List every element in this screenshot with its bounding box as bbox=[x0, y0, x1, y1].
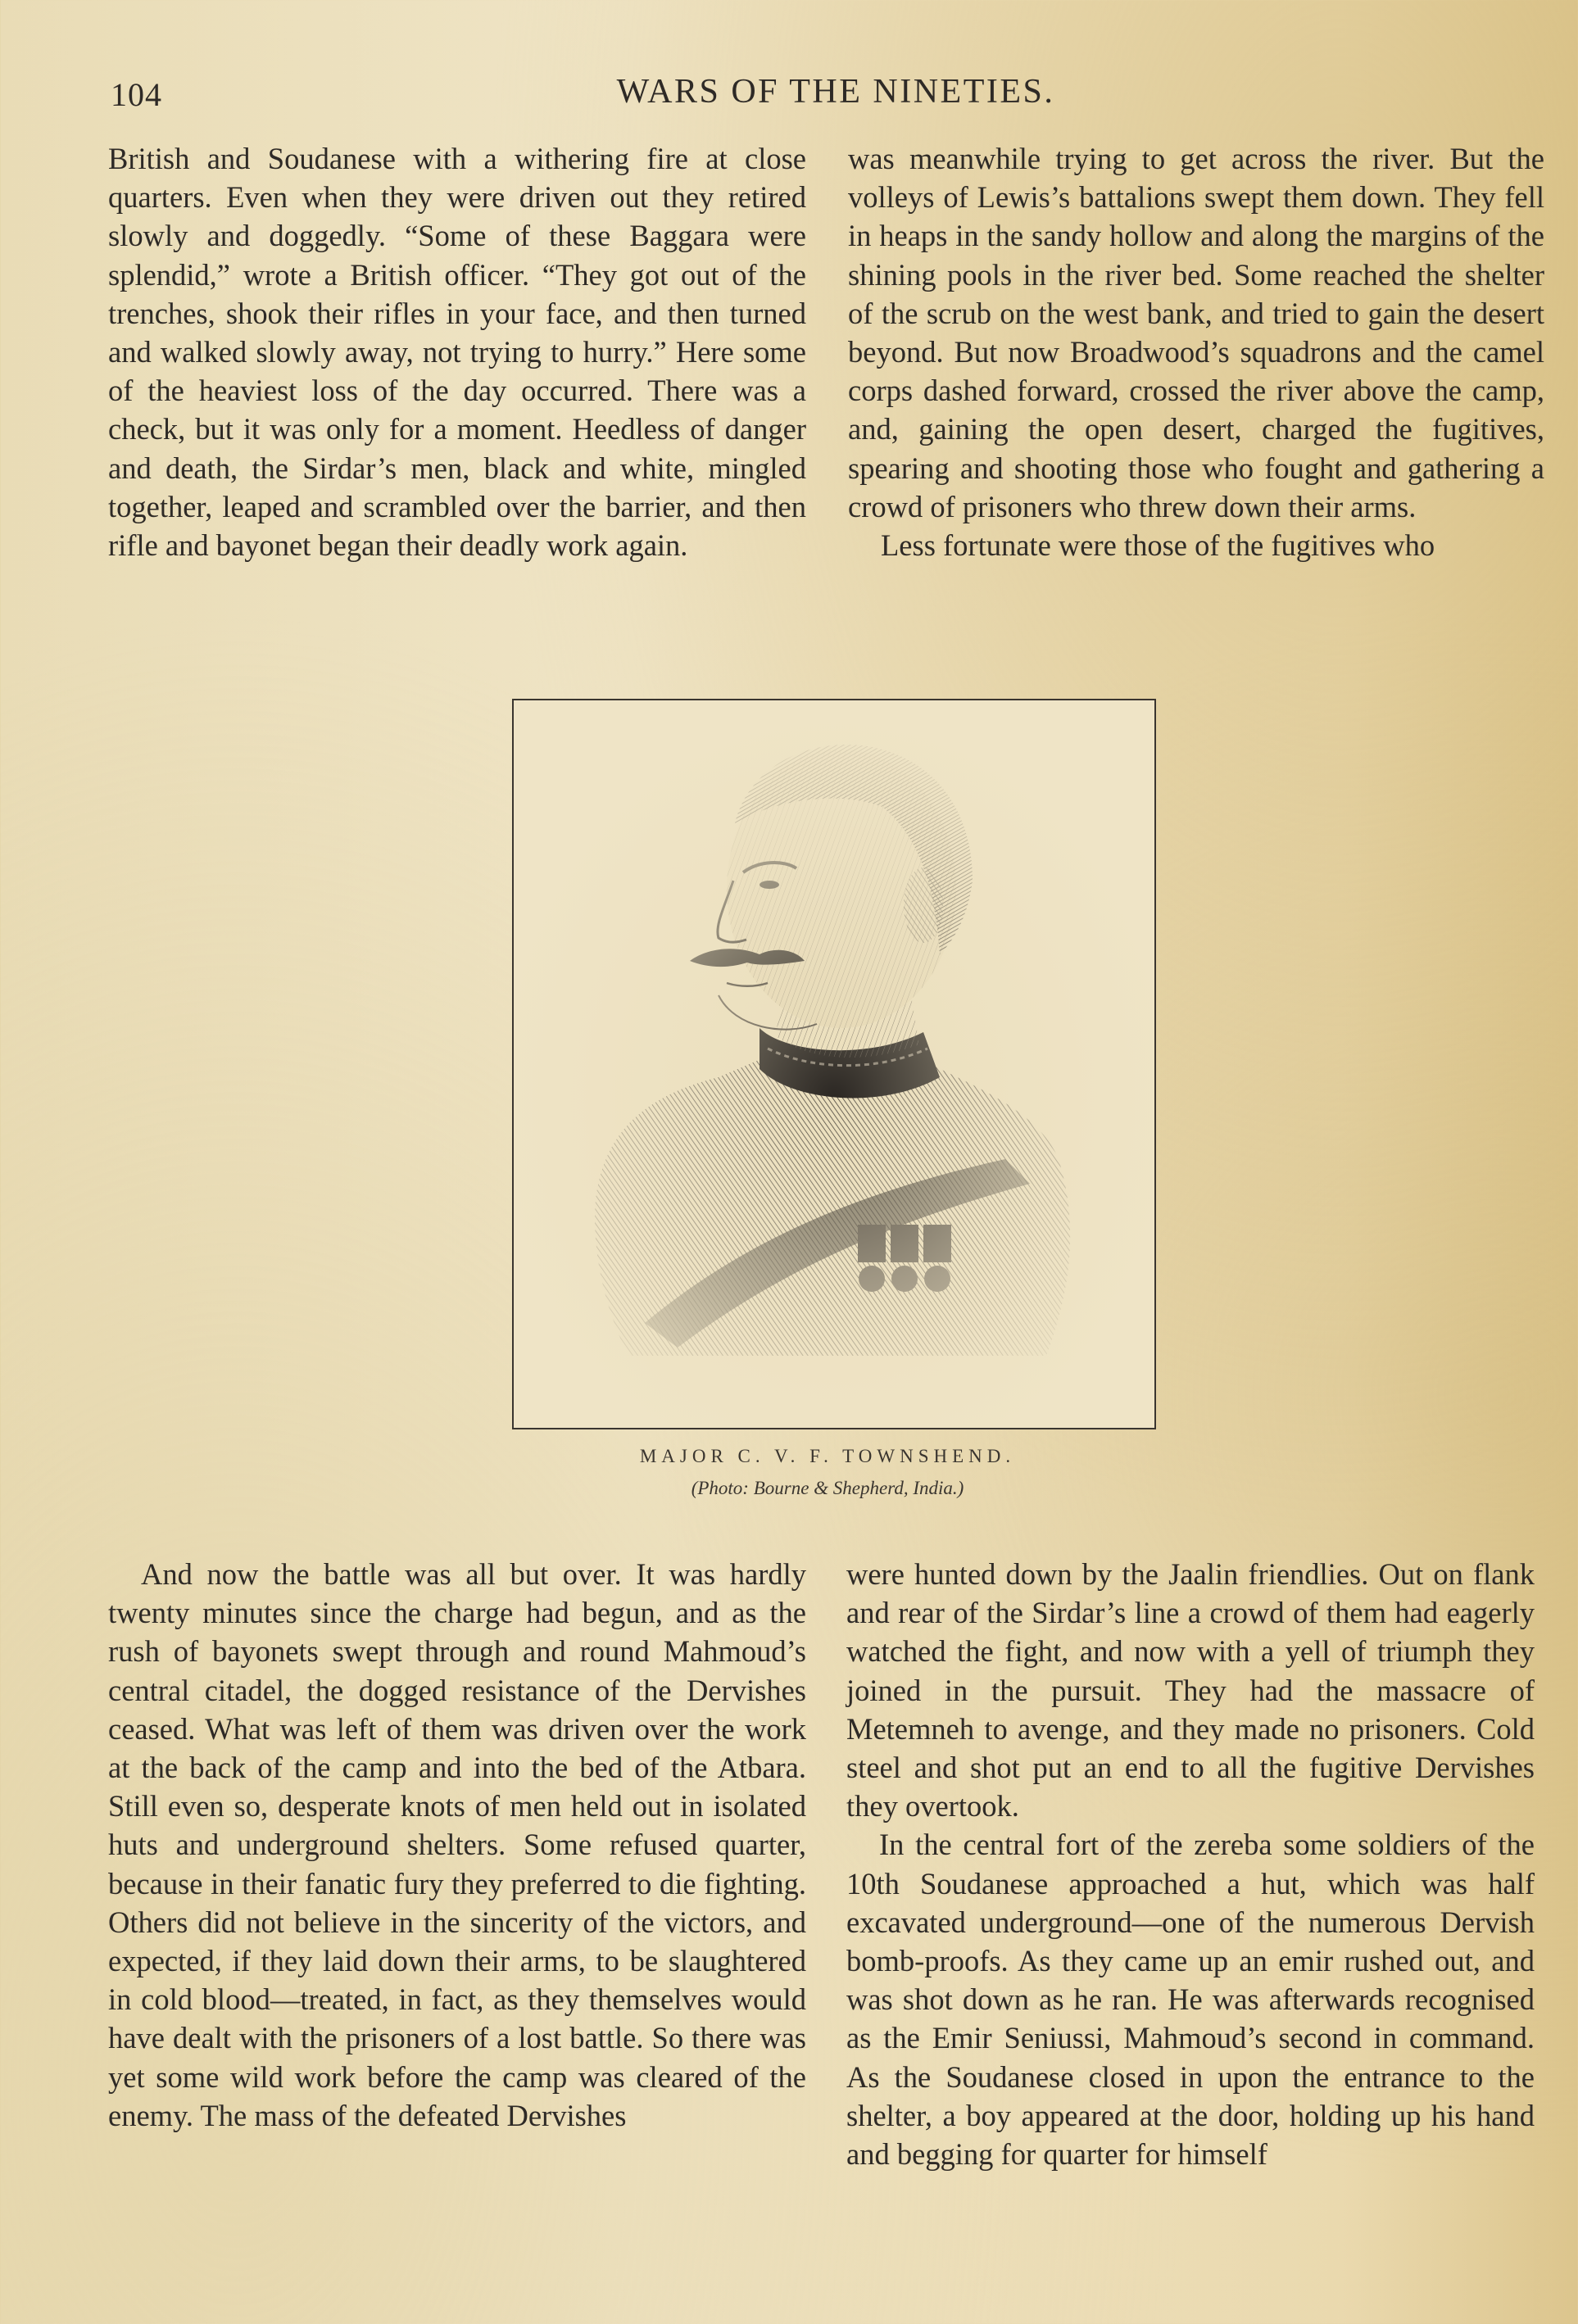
page-number: 104 bbox=[111, 76, 162, 113]
portrait-figure bbox=[512, 699, 1156, 1429]
paragraph: And now the battle was all but over. It was hardly twenty minutes since the charge had begun, and as the rush of bayonets swept through and round Mahmoud’s central citadel, the dogged resistance of the Dervishes ceased. What was left of them was driven over the work at the back of the camp and into the bed of the Atbara. Still even so, desperate knots of men held out in isolated huts and underground shelters. Some refused quarter, because in their fanatic fury they preferred to die fighting. Others did not believe in the sincerity of the victors, and expected, if they laid down their arms, to be slaughtered in cold blood—treated, in fact, as they themselves would have dealt with the prisoners of a lost battle. So there was yet some wild work before the camp was cleared of the enemy. The mass of the defeated Dervishes bbox=[108, 1557, 806, 2132]
figure-credit: (Photo: Bourne & Shepherd, India.) bbox=[691, 1478, 964, 1498]
portrait-engraving bbox=[514, 700, 1154, 1428]
bottom-right-column bbox=[846, 1555, 1535, 2173]
paragraph: In the central fort of the zereba some soldiers of the 10th Soudanese approached a hut, which was half excavated underground—one of the numerous Dervish bomb-proofs. As they came up an emir rushed out, and was shot down as he ran. He was afterwards recognised as the Emir Seniussi, Mahmoud’s second in command. As the Soudanese closed in upon the entrance to the shelter, a boy appeared at the door, holding up his hand and begging for quarter for himself bbox=[846, 1828, 1535, 2172]
paragraph: Less fortunate were those of the fugitives who bbox=[881, 528, 1435, 563]
page-header bbox=[0, 72, 1578, 113]
paragraph: British and Soudanese with a withering fire at close quarters. Even when they were driven out they retired slowly and doggedly. “Some of these Baggara were splendid,” wrote a British officer. “They got out of the trenches, shook their rifles in your face, and then turned and walked slowly away, not trying to hurry.” Here some of the heaviest loss of the day occurred. There was a check, but it was only for a moment. Heedless of danger and death, the Sirdar’s men, black and white, mingled together, leaped and scrambled over the barrier, and then rifle and bayonet began their deadly work again. bbox=[108, 142, 806, 563]
paragraph: was meanwhile trying to get across the river. But the volleys of Lewis’s battalions swept them down. They fell in heaps in the sandy hollow and along the margins of the shining pools in the river bed. Some reached the shelter of the scrub on the west bank, and tried to gain the desert beyond. But now Broadwood’s squadrons and the camel corps dashed forward, crossed the river above the camp, and, gaining the open desert, charged the fugitives, spearing and shooting those who fought and gathering a crowd of prisoners who threw down their arms. bbox=[848, 142, 1544, 523]
top-left-column bbox=[108, 139, 806, 564]
bottom-left-column bbox=[108, 1555, 806, 2135]
paragraph: were hunted down by the Jaalin friendlies. Out on flank and rear of the Sirdar’s line a crowd of them had eagerly watched the fight, and now with a yell of triumph they joined in the pursuit. They had the massacre of Metemneh to avenge, and they made no prisoners. Cold steel and shot put an end to all the fugitive Dervishes they overtook. bbox=[846, 1557, 1535, 1823]
running-title: WARS OF THE NINETIES. bbox=[616, 73, 1055, 111]
figure-caption: MAJOR C. V. F. TOWNSHEND. bbox=[639, 1446, 1016, 1466]
top-right-column bbox=[848, 139, 1544, 564]
